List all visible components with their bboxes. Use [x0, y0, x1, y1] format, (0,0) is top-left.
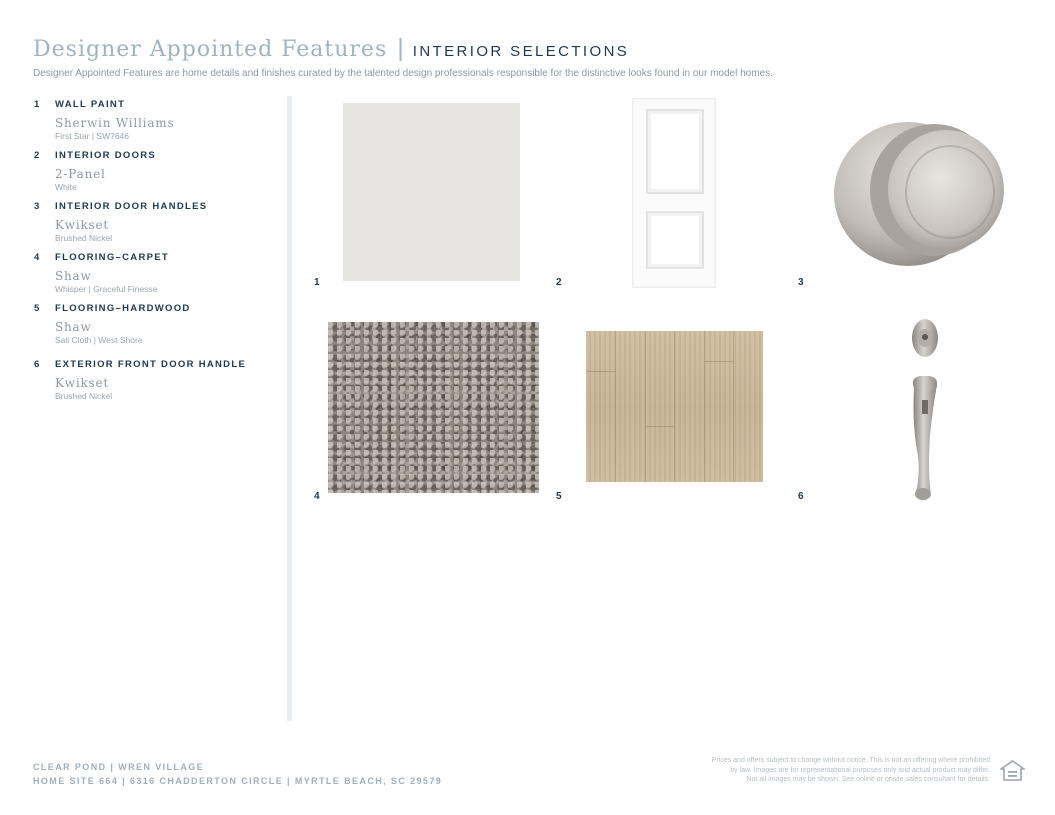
door-knob-image: [830, 110, 1012, 275]
swatch-label: 6: [798, 491, 804, 502]
selection-number: 3: [34, 201, 40, 212]
interior-door-image: [632, 98, 716, 288]
vertical-divider: [287, 96, 292, 721]
page-title: Designer Appointed Features: [33, 37, 388, 62]
selection-detail: White: [55, 182, 77, 192]
swatch-label: 2: [556, 277, 562, 288]
page-subtitle: INTERIOR SELECTIONS: [412, 43, 630, 60]
swatch-label: 3: [798, 277, 804, 288]
selection-detail: Whisper | Graceful Finesse: [55, 284, 158, 294]
selection-category: FLOORING–HARDWOOD: [55, 303, 191, 314]
selection-category: INTERIOR DOORS: [55, 150, 157, 161]
selection-brand: Shaw: [55, 269, 92, 283]
swatch-label: 5: [556, 491, 562, 502]
wall-paint-swatch: [343, 103, 520, 281]
selection-detail: First Star | SW7646: [55, 131, 130, 141]
selection-brand: Kwikset: [55, 218, 110, 232]
wood-seam: [705, 361, 733, 362]
disclaimer-line: by law. Images are for representational purposes only and actual product may differ.: [730, 766, 990, 774]
selection-number: 5: [34, 303, 40, 314]
selection-number: 2: [34, 150, 40, 161]
selection-brand: Shaw: [55, 320, 92, 334]
title-row: [33, 34, 1023, 63]
wood-seam: [586, 371, 615, 372]
selection-brand: Sherwin Williams: [55, 116, 175, 130]
swatch-label: 1: [314, 277, 320, 288]
selection-detail: Brushed Nickel: [55, 391, 113, 401]
door-panel-bottom: [646, 211, 704, 269]
selection-number: 4: [34, 252, 40, 263]
hardwood-swatch: [586, 331, 763, 482]
selection-detail: Brushed Nickel: [55, 233, 113, 243]
title-separator: |: [397, 34, 404, 62]
selection-detail: Sail Cloth | West Shore: [55, 335, 143, 345]
page-header: [33, 34, 1023, 79]
selection-number: 6: [34, 359, 40, 370]
selection-number: 1: [34, 99, 40, 110]
swatch-label: 4: [314, 491, 320, 502]
disclaimer-line: Not all images may be shown. See online or onsite sales consultant for details.: [746, 776, 990, 783]
disclaimer-line: Prices and offers subject to change without notice. This is not an offering where prohibited: [711, 757, 990, 764]
selection-category: INTERIOR DOOR HANDLES: [55, 201, 208, 212]
footer-community: CLEAR POND | WREN VILLAGE: [33, 762, 205, 772]
selection-brand: Kwikset: [55, 376, 110, 390]
selection-category: EXTERIOR FRONT DOOR HANDLE: [55, 359, 247, 370]
door-panel-top: [646, 109, 704, 194]
selection-brand: 2-Panel: [55, 167, 106, 181]
wood-seam: [646, 426, 674, 427]
exterior-door-handle-image: [900, 316, 950, 504]
footer-address: HOME SITE 664 | 6316 CHADDERTON CIRCLE | MYRTLE BEACH, SC 29579: [33, 776, 443, 786]
selection-category: WALL PAINT: [55, 99, 126, 110]
footer-disclaimer: [660, 756, 990, 785]
footer-location: [33, 760, 442, 788]
selection-category: FLOORING–CARPET: [55, 252, 169, 263]
equal-housing-opportunity-icon: [1000, 760, 1025, 782]
carpet-swatch: [328, 322, 539, 493]
intro-text: Designer Appointed Features are home details and finishes curated by the talented design professionals responsible for the distinctive looks found in our model homes.: [33, 68, 773, 79]
